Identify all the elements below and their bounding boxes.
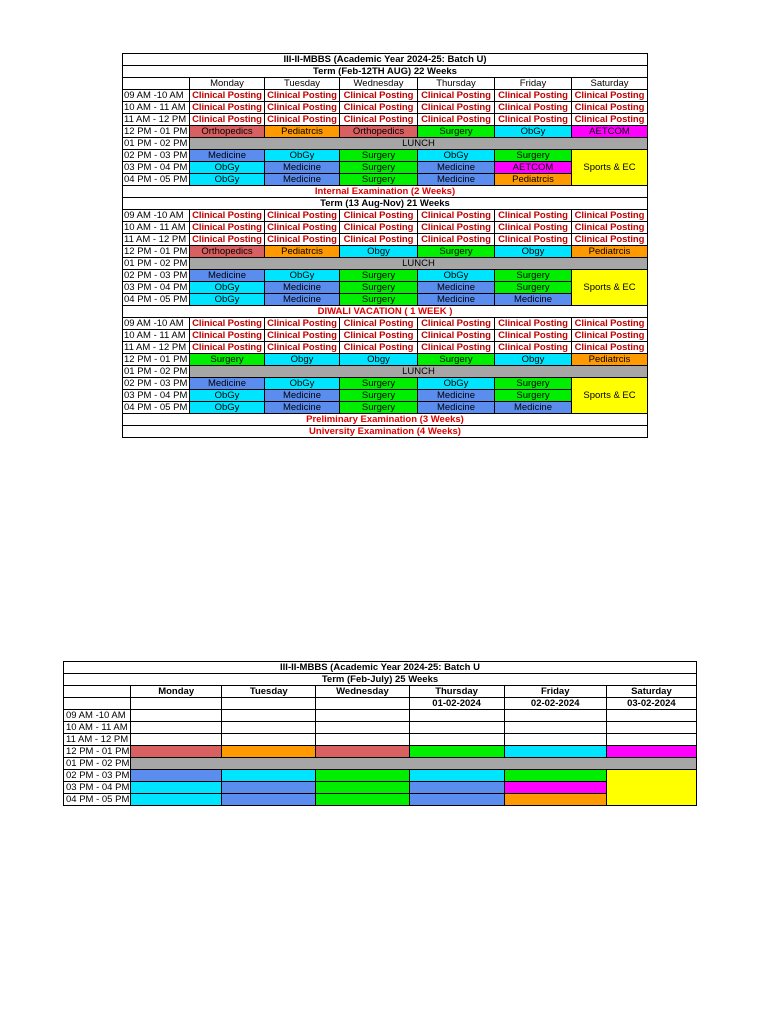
subject-cell <box>504 746 606 758</box>
subject-cell: Surgery <box>340 294 418 306</box>
clinical-posting-cell: Clinical Posting <box>340 330 418 342</box>
subject-cell <box>131 770 222 782</box>
day-header: Monday <box>131 686 222 698</box>
subject-cell: Medicine <box>418 174 495 186</box>
empty-cell <box>316 698 409 710</box>
clinical-posting-cell: Clinical Posting <box>340 222 418 234</box>
subject-cell <box>606 746 696 758</box>
clinical-posting-cell: Clinical Posting <box>340 90 418 102</box>
exam-banner: Preliminary Examination (3 Weeks) <box>123 414 648 426</box>
day-header: Wednesday <box>316 686 409 698</box>
term-title: Term (Feb-12TH AUG) 22 Weeks <box>123 66 648 78</box>
subject-cell: Surgery <box>495 270 572 282</box>
empty-cell <box>606 722 696 734</box>
table-row <box>123 234 648 246</box>
day-header: Thursday <box>418 78 495 90</box>
subject-cell: ObGy <box>265 150 340 162</box>
empty-cell <box>504 710 606 722</box>
table-row <box>123 318 648 330</box>
table-row <box>123 210 648 222</box>
day-header: Tuesday <box>222 686 316 698</box>
subject-cell: ObGy <box>190 390 265 402</box>
time-slot: 01 PM - 02 PM <box>123 258 190 270</box>
term-title: Term (13 Aug-Nov) 21 Weeks <box>123 198 648 210</box>
subject-cell: AETCOM <box>495 162 572 174</box>
table-row <box>64 662 697 674</box>
clinical-posting-cell: Clinical Posting <box>572 330 648 342</box>
subject-cell: Medicine <box>418 402 495 414</box>
day-header: Tuesday <box>265 78 340 90</box>
table-row <box>64 686 697 698</box>
time-slot: 02 PM - 03 PM <box>123 378 190 390</box>
subject-cell: Medicine <box>418 162 495 174</box>
time-slot: 12 PM - 01 PM <box>123 354 190 366</box>
time-slot: 04 PM - 05 PM <box>123 402 190 414</box>
time-slot: 01 PM - 02 PM <box>64 758 131 770</box>
clinical-posting-cell: Clinical Posting <box>265 330 340 342</box>
subject-cell <box>316 770 409 782</box>
time-slot: 03 PM - 04 PM <box>123 390 190 402</box>
clinical-posting-cell: Clinical Posting <box>418 342 495 354</box>
clinical-posting-cell: Clinical Posting <box>190 114 265 126</box>
table-row <box>64 734 697 746</box>
subject-cell: Medicine <box>418 282 495 294</box>
clinical-posting-cell: Clinical Posting <box>495 342 572 354</box>
subject-cell: Surgery <box>418 354 495 366</box>
table-row <box>123 390 648 402</box>
subject-cell: ObGy <box>190 282 265 294</box>
table-row <box>123 78 648 90</box>
clinical-posting-cell: Clinical Posting <box>495 330 572 342</box>
subject-cell: Medicine <box>190 150 265 162</box>
subject-cell: Surgery <box>495 282 572 294</box>
clinical-posting-cell: Clinical Posting <box>572 114 648 126</box>
lunch-cell <box>131 758 697 770</box>
header-corner <box>123 78 190 90</box>
time-slot: 10 AM - 11 AM <box>123 330 190 342</box>
clinical-posting-cell: Clinical Posting <box>265 318 340 330</box>
table-row <box>123 330 648 342</box>
clinical-posting-cell: Clinical Posting <box>190 342 265 354</box>
clinical-posting-cell: Clinical Posting <box>340 342 418 354</box>
empty-cell <box>131 698 222 710</box>
subject-cell: Pediatrcis <box>572 246 648 258</box>
subject-cell <box>131 794 222 806</box>
subject-cell: ObGy <box>190 174 265 186</box>
subject-cell: Pediatrcis <box>572 354 648 366</box>
subject-cell: Orthopedics <box>190 246 265 258</box>
clinical-posting-cell: Clinical Posting <box>418 210 495 222</box>
empty-cell <box>316 710 409 722</box>
subject-cell <box>409 794 504 806</box>
table-row <box>123 366 648 378</box>
time-slot: 04 PM - 05 PM <box>64 794 131 806</box>
time-slot: 10 AM - 11 AM <box>64 722 131 734</box>
header-corner <box>64 698 131 710</box>
table-row <box>64 782 697 794</box>
subject-cell <box>316 746 409 758</box>
subject-cell: Obgy <box>340 246 418 258</box>
subject-cell: Medicine <box>265 174 340 186</box>
subject-cell: ObGy <box>418 270 495 282</box>
subject-cell <box>409 782 504 794</box>
day-header: Friday <box>504 686 606 698</box>
clinical-posting-cell: Clinical Posting <box>418 318 495 330</box>
subject-cell: Pediatrcis <box>265 126 340 138</box>
empty-cell <box>222 698 316 710</box>
empty-cell <box>316 722 409 734</box>
subject-cell: Surgery <box>495 378 572 390</box>
subject-cell <box>131 746 222 758</box>
subject-cell: AETCOM <box>572 126 648 138</box>
empty-cell <box>222 722 316 734</box>
table-row <box>123 258 648 270</box>
time-slot: 02 PM - 03 PM <box>123 270 190 282</box>
subject-cell <box>222 782 316 794</box>
empty-cell <box>131 710 222 722</box>
clinical-posting-cell: Clinical Posting <box>340 114 418 126</box>
clinical-posting-cell: Clinical Posting <box>572 222 648 234</box>
clinical-posting-cell: Clinical Posting <box>418 90 495 102</box>
clinical-posting-cell: Clinical Posting <box>340 102 418 114</box>
timetable-title: III-II-MBBS (Academic Year 2024-25: Batch U) <box>123 54 648 66</box>
table-row <box>123 54 648 66</box>
timetable-template <box>63 661 697 806</box>
table-row <box>123 246 648 258</box>
table-row <box>123 198 648 210</box>
table-row <box>123 174 648 186</box>
subject-cell: Surgery <box>340 174 418 186</box>
subject-cell <box>222 770 316 782</box>
clinical-posting-cell: Clinical Posting <box>495 210 572 222</box>
lunch-cell: LUNCH <box>190 366 648 378</box>
table-row <box>123 378 648 390</box>
subject-cell: Obgy <box>265 354 340 366</box>
clinical-posting-cell: Clinical Posting <box>495 318 572 330</box>
clinical-posting-cell: Clinical Posting <box>340 234 418 246</box>
empty-cell <box>409 710 504 722</box>
clinical-posting-cell: Clinical Posting <box>265 222 340 234</box>
clinical-posting-cell: Clinical Posting <box>418 234 495 246</box>
table-row <box>123 102 648 114</box>
subject-cell: ObGy <box>190 162 265 174</box>
time-slot: 10 AM - 11 AM <box>123 222 190 234</box>
subject-cell: Medicine <box>265 162 340 174</box>
clinical-posting-cell: Clinical Posting <box>190 234 265 246</box>
clinical-posting-cell: Clinical Posting <box>340 210 418 222</box>
clinical-posting-cell: Clinical Posting <box>495 234 572 246</box>
subject-cell: Surgery <box>340 162 418 174</box>
subject-cell: Medicine <box>265 282 340 294</box>
sports-cell: Sports & EC <box>572 150 648 186</box>
subject-cell: Obgy <box>495 246 572 258</box>
table-row <box>123 186 648 198</box>
sports-cell: Sports & EC <box>572 270 648 306</box>
clinical-posting-cell: Clinical Posting <box>572 234 648 246</box>
subject-cell: Surgery <box>340 390 418 402</box>
timetable-main <box>122 53 648 438</box>
clinical-posting-cell: Clinical Posting <box>190 222 265 234</box>
subject-cell: Medicine <box>265 390 340 402</box>
clinical-posting-cell: Clinical Posting <box>190 210 265 222</box>
table-row <box>123 306 648 318</box>
table-row <box>123 162 648 174</box>
clinical-posting-cell: Clinical Posting <box>190 90 265 102</box>
exam-banner: Internal Examination (2 Weeks) <box>123 186 648 198</box>
time-slot: 04 PM - 05 PM <box>123 174 190 186</box>
clinical-posting-cell: Clinical Posting <box>572 210 648 222</box>
table-row <box>123 150 648 162</box>
time-slot: 12 PM - 01 PM <box>123 126 190 138</box>
subject-cell: Medicine <box>265 402 340 414</box>
day-header: Saturday <box>572 78 648 90</box>
clinical-posting-cell: Clinical Posting <box>572 102 648 114</box>
day-header: Friday <box>495 78 572 90</box>
subject-cell <box>316 782 409 794</box>
time-slot: 11 AM - 12 PM <box>64 734 131 746</box>
table-row <box>64 794 697 806</box>
subject-cell <box>504 770 606 782</box>
subject-cell <box>131 782 222 794</box>
template-term: Term (Feb-July) 25 Weeks <box>64 674 697 686</box>
clinical-posting-cell: Clinical Posting <box>265 90 340 102</box>
subject-cell: Obgy <box>340 354 418 366</box>
header-corner <box>64 686 131 698</box>
clinical-posting-cell: Clinical Posting <box>572 342 648 354</box>
table-row <box>123 138 648 150</box>
time-slot: 03 PM - 04 PM <box>64 782 131 794</box>
empty-cell <box>316 734 409 746</box>
subject-cell <box>222 746 316 758</box>
empty-cell <box>606 710 696 722</box>
table-row <box>64 758 697 770</box>
date-header: 01-02-2024 <box>409 698 504 710</box>
date-header: 03-02-2024 <box>606 698 696 710</box>
empty-cell <box>409 722 504 734</box>
empty-cell <box>409 734 504 746</box>
subject-cell: Medicine <box>418 294 495 306</box>
table-row <box>64 770 697 782</box>
table-row <box>123 282 648 294</box>
clinical-posting-cell: Clinical Posting <box>418 114 495 126</box>
subject-cell: Surgery <box>340 282 418 294</box>
time-slot: 10 AM - 11 AM <box>123 102 190 114</box>
time-slot: 03 PM - 04 PM <box>123 282 190 294</box>
subject-cell: Surgery <box>340 270 418 282</box>
subject-cell: Pediatrcis <box>265 246 340 258</box>
time-slot: 09 AM -10 AM <box>123 90 190 102</box>
subject-cell: Surgery <box>190 354 265 366</box>
time-slot: 04 PM - 05 PM <box>123 294 190 306</box>
subject-cell <box>409 746 504 758</box>
table-row <box>123 426 648 438</box>
template-title: III-II-MBBS (Academic Year 2024-25: Batch U <box>64 662 697 674</box>
subject-cell: Medicine <box>190 270 265 282</box>
clinical-posting-cell: Clinical Posting <box>572 90 648 102</box>
lunch-cell: LUNCH <box>190 138 648 150</box>
time-slot: 12 PM - 01 PM <box>123 246 190 258</box>
table-row <box>123 90 648 102</box>
subject-cell: ObGy <box>418 378 495 390</box>
subject-cell <box>409 770 504 782</box>
table-row <box>64 674 697 686</box>
table-row <box>123 114 648 126</box>
table-row <box>64 710 697 722</box>
subject-cell: Obgy <box>495 354 572 366</box>
subject-cell: Surgery <box>340 150 418 162</box>
table-row <box>123 294 648 306</box>
clinical-posting-cell: Clinical Posting <box>190 318 265 330</box>
time-slot: 01 PM - 02 PM <box>123 138 190 150</box>
day-header: Monday <box>190 78 265 90</box>
time-slot: 12 PM - 01 PM <box>64 746 131 758</box>
lunch-cell: LUNCH <box>190 258 648 270</box>
subject-cell: Surgery <box>418 246 495 258</box>
subject-cell: Medicine <box>495 402 572 414</box>
table-row <box>64 722 697 734</box>
vacation-banner: DIWALI VACATION ( 1 WEEK ) <box>123 306 648 318</box>
subject-cell: Orthopedics <box>190 126 265 138</box>
time-slot: 11 AM - 12 PM <box>123 114 190 126</box>
clinical-posting-cell: Clinical Posting <box>418 330 495 342</box>
clinical-posting-cell: Clinical Posting <box>265 114 340 126</box>
table-row <box>64 698 697 710</box>
subject-cell: Pediatrcis <box>495 174 572 186</box>
table-row <box>123 414 648 426</box>
clinical-posting-cell: Clinical Posting <box>190 102 265 114</box>
subject-cell: Surgery <box>340 402 418 414</box>
empty-cell <box>222 734 316 746</box>
subject-cell: Orthopedics <box>340 126 418 138</box>
subject-cell <box>504 794 606 806</box>
table-row <box>123 126 648 138</box>
table-row <box>123 66 648 78</box>
clinical-posting-cell: Clinical Posting <box>190 330 265 342</box>
subject-cell: Surgery <box>418 126 495 138</box>
subject-cell: Medicine <box>418 390 495 402</box>
subject-cell: Medicine <box>495 294 572 306</box>
table-row <box>123 222 648 234</box>
subject-cell: Medicine <box>190 378 265 390</box>
time-slot: 09 AM -10 AM <box>123 210 190 222</box>
subject-cell: ObGy <box>190 402 265 414</box>
empty-cell <box>504 722 606 734</box>
clinical-posting-cell: Clinical Posting <box>340 318 418 330</box>
empty-cell <box>606 734 696 746</box>
table-row <box>123 402 648 414</box>
subject-cell: Surgery <box>495 150 572 162</box>
date-header: 02-02-2024 <box>504 698 606 710</box>
empty-cell <box>131 734 222 746</box>
subject-cell: ObGy <box>418 150 495 162</box>
subject-cell: Surgery <box>340 378 418 390</box>
exam-banner: University Examination (4 Weeks) <box>123 426 648 438</box>
day-header: Saturday <box>606 686 696 698</box>
clinical-posting-cell: Clinical Posting <box>495 114 572 126</box>
day-header: Wednesday <box>340 78 418 90</box>
table-row <box>123 354 648 366</box>
clinical-posting-cell: Clinical Posting <box>418 222 495 234</box>
subject-cell: Surgery <box>495 390 572 402</box>
sports-cell: Sports & EC <box>572 378 648 414</box>
subject-cell: ObGy <box>190 294 265 306</box>
clinical-posting-cell: Clinical Posting <box>265 102 340 114</box>
clinical-posting-cell: Clinical Posting <box>572 318 648 330</box>
time-slot: 02 PM - 03 PM <box>64 770 131 782</box>
clinical-posting-cell: Clinical Posting <box>418 102 495 114</box>
subject-cell <box>504 782 606 794</box>
clinical-posting-cell: Clinical Posting <box>495 90 572 102</box>
time-slot: 11 AM - 12 PM <box>123 342 190 354</box>
time-slot: 11 AM - 12 PM <box>123 234 190 246</box>
subject-cell <box>222 794 316 806</box>
time-slot: 03 PM - 04 PM <box>123 162 190 174</box>
subject-cell: Medicine <box>265 294 340 306</box>
table-row <box>123 342 648 354</box>
clinical-posting-cell: Clinical Posting <box>265 342 340 354</box>
day-header: Thursday <box>409 686 504 698</box>
table-row <box>123 270 648 282</box>
subject-cell: ObGy <box>265 378 340 390</box>
sports-cell <box>606 770 696 806</box>
empty-cell <box>131 722 222 734</box>
time-slot: 09 AM -10 AM <box>64 710 131 722</box>
subject-cell: ObGy <box>495 126 572 138</box>
subject-cell <box>316 794 409 806</box>
empty-cell <box>504 734 606 746</box>
clinical-posting-cell: Clinical Posting <box>495 222 572 234</box>
clinical-posting-cell: Clinical Posting <box>495 102 572 114</box>
time-slot: 01 PM - 02 PM <box>123 366 190 378</box>
time-slot: 09 AM -10 AM <box>123 318 190 330</box>
subject-cell: ObGy <box>265 270 340 282</box>
clinical-posting-cell: Clinical Posting <box>265 234 340 246</box>
clinical-posting-cell: Clinical Posting <box>265 210 340 222</box>
empty-cell <box>222 710 316 722</box>
time-slot: 02 PM - 03 PM <box>123 150 190 162</box>
table-row <box>64 746 697 758</box>
